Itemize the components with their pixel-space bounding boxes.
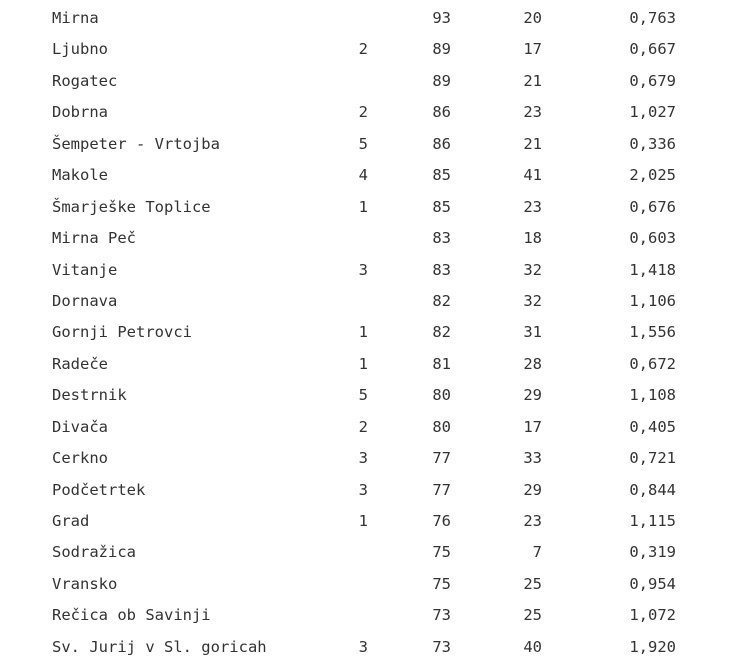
table-row — [0, 3, 736, 34]
table-row — [0, 160, 736, 191]
municipality-name-cell: Vransko — [52, 574, 118, 593]
column-b-cell: 75 — [432, 543, 451, 562]
column-d-cell: 1,556 — [629, 323, 676, 342]
column-c-cell: 32 — [523, 291, 542, 310]
table-row — [0, 506, 736, 537]
column-a-cell: 3 — [358, 260, 368, 279]
column-a-cell: 3 — [358, 480, 368, 499]
column-b-cell: 80 — [432, 417, 451, 436]
column-d-cell: 0,405 — [629, 417, 676, 436]
column-c-cell: 25 — [523, 606, 542, 625]
municipality-name-cell: Dobrna — [52, 103, 108, 122]
column-d-cell: 0,763 — [629, 9, 676, 27]
column-b-cell: 77 — [432, 480, 451, 499]
column-c-cell: 41 — [523, 166, 542, 185]
table-row — [0, 475, 736, 506]
table-row — [0, 632, 736, 663]
table-row — [0, 223, 736, 254]
column-b-cell: 89 — [432, 71, 451, 90]
column-b-cell: 82 — [432, 291, 451, 310]
municipality-name-cell: Šmarješke Toplice — [52, 197, 211, 216]
column-b-cell: 81 — [432, 354, 451, 373]
column-d-cell: 2,025 — [629, 166, 676, 185]
column-c-cell: 25 — [523, 574, 542, 593]
column-c-cell: 31 — [523, 323, 542, 342]
column-a-cell: 1 — [358, 354, 368, 373]
table-row — [0, 537, 736, 568]
table-row — [0, 600, 736, 631]
column-b-cell: 83 — [432, 260, 451, 279]
column-b-cell: 77 — [432, 449, 451, 468]
column-c-cell: 7 — [532, 543, 542, 562]
column-d-cell: 1,920 — [629, 637, 676, 656]
column-b-cell: 75 — [432, 574, 451, 593]
column-a-cell: 3 — [358, 449, 368, 468]
column-b-cell: 89 — [432, 40, 451, 59]
column-d-cell: 0,954 — [629, 574, 676, 593]
column-d-cell: 0,679 — [629, 71, 676, 90]
column-b-cell: 80 — [432, 386, 451, 405]
column-c-cell: 23 — [523, 103, 542, 122]
column-b-cell: 82 — [432, 323, 451, 342]
column-c-cell: 17 — [523, 40, 542, 59]
column-b-cell: 76 — [432, 512, 451, 530]
municipality-name-cell: Mirna — [52, 9, 99, 27]
column-c-cell: 33 — [523, 449, 542, 468]
municipality-name-cell: Destrnik — [52, 386, 127, 405]
column-c-cell: 28 — [523, 354, 542, 373]
column-d-cell: 0,676 — [629, 197, 676, 216]
column-d-cell: 1,108 — [629, 386, 676, 405]
municipality-name-cell: Divača — [52, 417, 108, 436]
column-a-cell: 1 — [358, 197, 368, 216]
column-d-cell: 1,115 — [629, 512, 676, 530]
table-row — [0, 97, 736, 128]
column-c-cell: 23 — [523, 512, 542, 530]
column-b-cell: 85 — [432, 166, 451, 185]
municipality-name-cell: Ljubno — [52, 40, 108, 59]
municipality-name-cell: Vitanje — [52, 260, 118, 279]
municipality-name-cell: Podčetrtek — [52, 480, 146, 499]
column-b-cell: 86 — [432, 134, 451, 153]
column-c-cell: 23 — [523, 197, 542, 216]
column-c-cell: 17 — [523, 417, 542, 436]
column-b-cell: 73 — [432, 606, 451, 625]
column-a-cell: 1 — [358, 323, 368, 342]
column-b-cell: 93 — [432, 9, 451, 27]
table-row — [0, 192, 736, 223]
data-table — [0, 3, 736, 663]
column-a-cell: 5 — [358, 386, 368, 405]
table-row — [0, 349, 736, 380]
municipality-name-cell: Radeče — [52, 354, 108, 373]
municipality-name-cell: Rečica ob Savinji — [52, 606, 211, 625]
table-row — [0, 34, 736, 65]
column-a-cell: 2 — [358, 103, 368, 122]
column-b-cell: 85 — [432, 197, 451, 216]
table-row — [0, 129, 736, 160]
municipality-name-cell: Dornava — [52, 291, 118, 310]
column-c-cell: 29 — [523, 480, 542, 499]
column-d-cell: 1,418 — [629, 260, 676, 279]
column-c-cell: 32 — [523, 260, 542, 279]
column-c-cell: 40 — [523, 637, 542, 656]
column-b-cell: 83 — [432, 229, 451, 248]
municipality-name-cell: Makole — [52, 166, 108, 185]
column-d-cell: 0,336 — [629, 134, 676, 153]
column-d-cell: 0,667 — [629, 40, 676, 59]
column-d-cell: 0,844 — [629, 480, 676, 499]
table-row — [0, 317, 736, 348]
column-b-cell: 73 — [432, 637, 451, 656]
municipality-name-cell: Rogatec — [52, 71, 118, 90]
table-row — [0, 443, 736, 474]
column-d-cell: 1,027 — [629, 103, 676, 122]
column-d-cell: 0,603 — [629, 229, 676, 248]
municipality-name-cell: Šempeter - Vrtojba — [52, 134, 220, 153]
table-row — [0, 255, 736, 286]
column-d-cell: 0,672 — [629, 354, 676, 373]
column-a-cell: 3 — [358, 637, 368, 656]
column-d-cell: 1,072 — [629, 606, 676, 625]
municipality-name-cell: Gornji Petrovci — [52, 323, 192, 342]
column-a-cell: 2 — [358, 417, 368, 436]
column-a-cell: 2 — [358, 40, 368, 59]
column-c-cell: 29 — [523, 386, 542, 405]
table-row — [0, 412, 736, 443]
municipality-name-cell: Sv. Jurij v Sl. goricah — [52, 637, 267, 656]
table-row — [0, 380, 736, 411]
table-row — [0, 286, 736, 317]
municipality-name-cell: Cerkno — [52, 449, 108, 468]
column-c-cell: 21 — [523, 71, 542, 90]
column-d-cell: 0,721 — [629, 449, 676, 468]
column-b-cell: 86 — [432, 103, 451, 122]
column-c-cell: 18 — [523, 229, 542, 248]
municipality-name-cell: Mirna Peč — [52, 229, 136, 248]
municipality-name-cell: Sodražica — [52, 543, 136, 562]
municipality-name-cell: Grad — [52, 512, 90, 530]
column-d-cell: 1,106 — [629, 291, 676, 310]
table-row — [0, 66, 736, 97]
column-d-cell: 0,319 — [629, 543, 676, 562]
column-a-cell: 1 — [358, 512, 368, 530]
column-c-cell: 21 — [523, 134, 542, 153]
column-a-cell: 4 — [358, 166, 368, 185]
column-c-cell: 20 — [523, 9, 542, 27]
table-row — [0, 569, 736, 600]
column-a-cell: 5 — [358, 134, 368, 153]
